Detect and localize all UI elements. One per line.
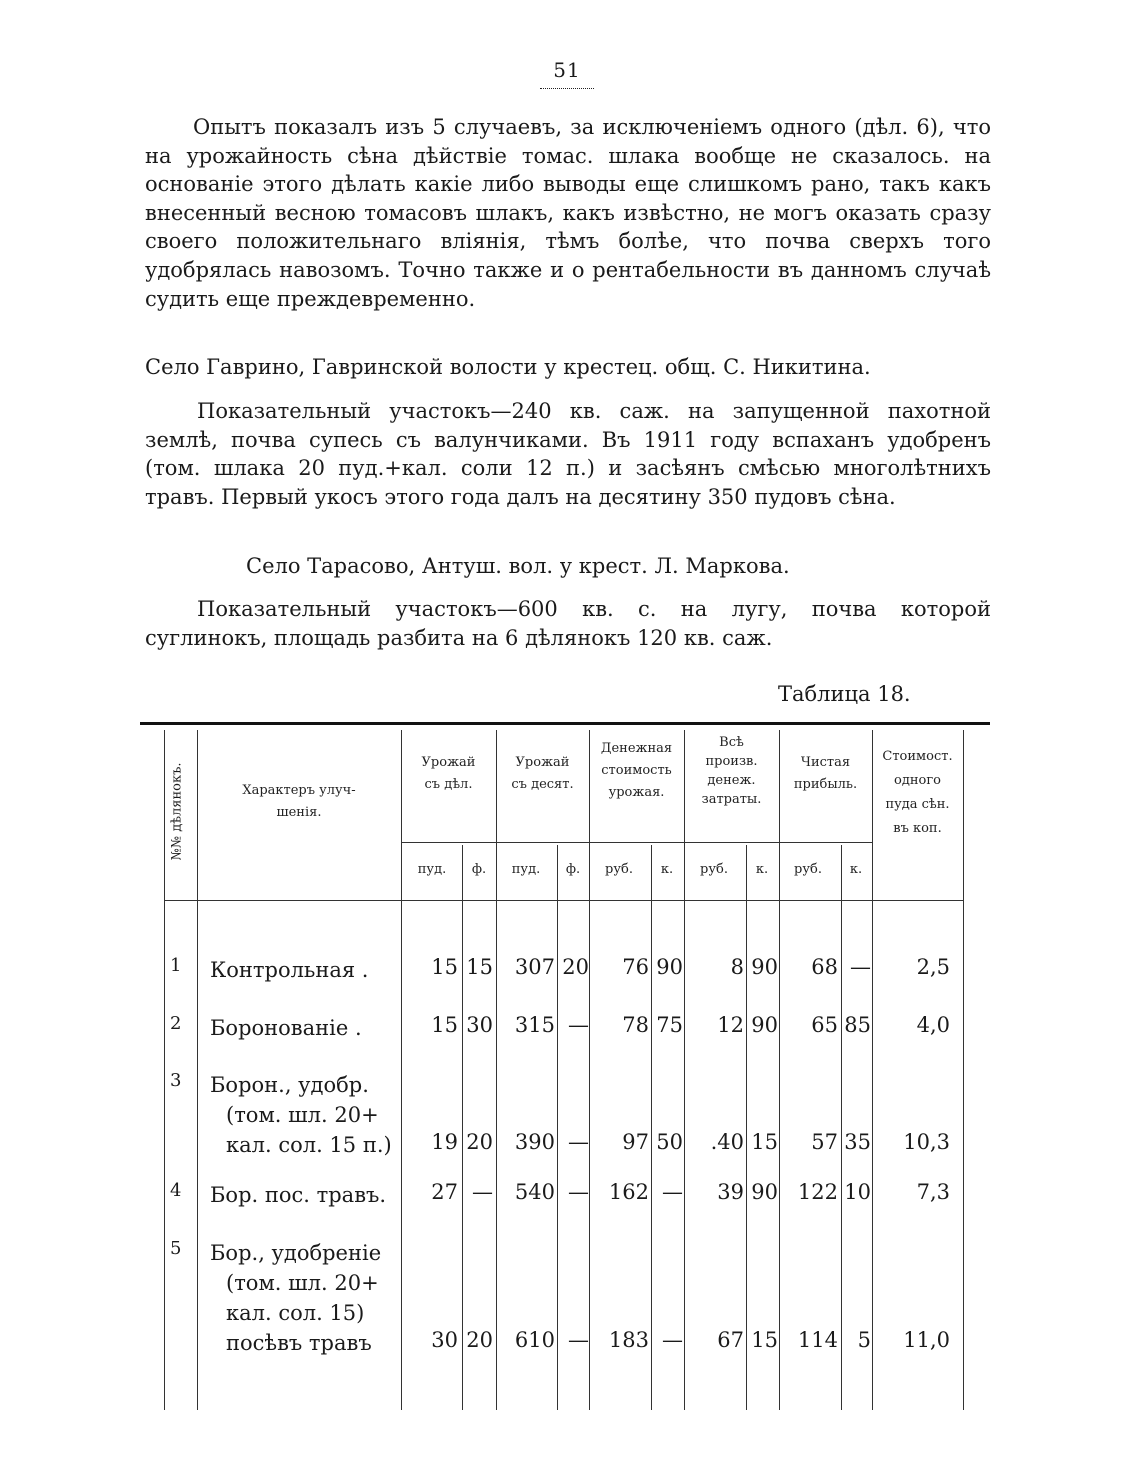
cell-y2p: 610 bbox=[514, 1328, 555, 1352]
row-number: 3 bbox=[170, 1070, 182, 1091]
table-col-line bbox=[746, 845, 747, 1410]
cell-y2f: — bbox=[568, 1328, 589, 1352]
page-number-rule bbox=[540, 88, 594, 89]
row-description-line: Бор., удобреніе bbox=[210, 1241, 382, 1265]
cell-c-k: 15 bbox=[751, 1130, 778, 1154]
cell-m-r: 162 bbox=[608, 1180, 649, 1204]
table-col-line bbox=[841, 845, 842, 1410]
cell-p-k: 85 bbox=[844, 1013, 871, 1037]
heading-tarasovo: Село Тарасово, Антуш. вол. у крест. Л. Маркова. bbox=[246, 554, 790, 578]
table-col-line bbox=[401, 730, 402, 1410]
row-number: 1 bbox=[170, 955, 182, 976]
header-cost-per-pud: Стоимост. одного пуда сѣн. въ коп. bbox=[882, 749, 953, 836]
table-caption: Таблица 18. bbox=[778, 682, 911, 706]
table-col-line bbox=[496, 730, 497, 1410]
table-subheader-rule bbox=[401, 842, 872, 843]
cell-y2f: — bbox=[568, 1180, 589, 1204]
cell-p-k: 5 bbox=[857, 1328, 871, 1352]
cell-y1p: 19 bbox=[431, 1130, 458, 1154]
table-col-line bbox=[684, 730, 685, 1410]
cell-y2f: — bbox=[568, 1130, 589, 1154]
unit-rub: руб. bbox=[700, 862, 728, 877]
table-header-rule bbox=[164, 900, 964, 901]
cell-y1f: — bbox=[472, 1180, 493, 1204]
row-number: 2 bbox=[170, 1013, 182, 1034]
cell-m-k: 75 bbox=[656, 1013, 683, 1037]
cell-c-k: 90 bbox=[751, 1013, 778, 1037]
header-plot-number: №№ дѣлянокъ. bbox=[169, 761, 185, 861]
table-col-line bbox=[589, 730, 590, 1410]
cell-y1f: 15 bbox=[466, 955, 493, 979]
unit-pud: пуд. bbox=[511, 862, 541, 877]
cell-c-r: .40 bbox=[710, 1130, 744, 1154]
cell-y1f: 20 bbox=[466, 1328, 493, 1352]
cell-m-r: 76 bbox=[622, 955, 649, 979]
paragraph-3: Показательный участокъ—600 кв. с. на лугу, почва которой суглинокъ, площадь разбита на 6 дѣлянокъ 120 кв. саж. bbox=[145, 597, 991, 650]
cell-y1p: 27 bbox=[431, 1180, 458, 1204]
cell-y2p: 315 bbox=[514, 1013, 555, 1037]
row-description-line: кал. сол. 15 п.) bbox=[226, 1133, 392, 1157]
table-col-line bbox=[462, 845, 463, 1410]
header-costs: Всѣ произв. денеж. затраты. bbox=[701, 735, 762, 807]
paragraph-2: Показательный участокъ—240 кв. саж. на запущенной пахотной землѣ, почва супесь съ валунчиками. Въ 1911 году вспаханъ удобренъ (том. шлака 20 пуд.+кал. соли 12 п.) и засѣянъ смѣсью многолѣтнихъ травъ. Первый укосъ этого года далъ на десятину 350 пудовъ сѣна. bbox=[145, 399, 991, 509]
row-description-line: Борон., удобр. bbox=[210, 1073, 369, 1097]
cell-p-k: 35 bbox=[844, 1130, 871, 1154]
header-money-value: Денежная стоимость урожая. bbox=[600, 741, 673, 800]
cell-cp: 7,3 bbox=[916, 1180, 950, 1204]
cell-m-k: 90 bbox=[656, 955, 683, 979]
cell-cp: 11,0 bbox=[903, 1328, 950, 1352]
cell-m-k: 50 bbox=[656, 1130, 683, 1154]
row-description bbox=[210, 1238, 400, 1358]
unit-kop: к. bbox=[660, 862, 674, 877]
heading-gavrino: Село Гаврино, Гавринской волости у крестец. общ. С. Никитина. bbox=[145, 355, 871, 379]
header-yield-desyatina: Урожай съ десят. bbox=[511, 755, 574, 792]
unit-kop: к. bbox=[849, 862, 863, 877]
table-top-rule bbox=[140, 722, 990, 725]
row-number: 5 bbox=[170, 1238, 182, 1259]
cell-m-r: 97 bbox=[622, 1130, 649, 1154]
cell-m-k: — bbox=[662, 1180, 683, 1204]
cell-y1f: 30 bbox=[466, 1013, 493, 1037]
unit-rub: руб. bbox=[605, 862, 633, 877]
unit-pud: пуд. bbox=[417, 862, 447, 877]
cell-cp: 10,3 bbox=[903, 1130, 950, 1154]
cell-p-r: 57 bbox=[811, 1130, 838, 1154]
cell-p-k: — bbox=[850, 955, 871, 979]
row-description-line: Боронованіе . bbox=[210, 1016, 362, 1040]
row-description-line: (том. шл. 20+ bbox=[226, 1271, 379, 1295]
cell-m-k: — bbox=[662, 1328, 683, 1352]
table-col-line bbox=[197, 730, 198, 1410]
table-col-line bbox=[557, 845, 558, 1410]
row-description bbox=[210, 1070, 400, 1160]
unit-kop: к. bbox=[755, 862, 769, 877]
row-description-line: Контрольная . bbox=[210, 958, 369, 982]
row-description-line: Бор. пос. травъ. bbox=[210, 1183, 387, 1207]
unit-funt: ф. bbox=[565, 862, 581, 877]
row-description-line: кал. сол. 15) bbox=[226, 1301, 365, 1325]
header-character: Характеръ улуч- шенія. bbox=[242, 783, 356, 820]
row-description-line: (том. шл. 20+ bbox=[226, 1103, 379, 1127]
table-col-line bbox=[164, 730, 165, 1410]
row-description bbox=[210, 1180, 400, 1210]
cell-y2f: — bbox=[568, 1013, 589, 1037]
cell-c-k: 90 bbox=[751, 1180, 778, 1204]
table-col-line bbox=[651, 845, 652, 1410]
cell-m-r: 78 bbox=[622, 1013, 649, 1037]
paragraph-1: Опытъ показалъ изъ 5 случаевъ, за исключеніемъ одного (дѣл. 6), что на урожайность сѣна дѣйствіе томас. шлака вообще не сказалось. на основаніе этого дѣлать какіе либо выводы еще слишкомъ рано, такъ какъ внесенный весною томасовъ шлакъ, какъ извѣстно, не могъ оказать сразу своего положительнаго вліянія, тѣмъ болѣе, что почва сверхъ того удобрялась навозомъ. Точно также и о рентабельности въ данномъ случаѣ судить еще преждевременно. bbox=[145, 115, 991, 311]
cell-y2p: 390 bbox=[514, 1130, 555, 1154]
cell-y2p: 307 bbox=[514, 955, 555, 979]
cell-c-r: 12 bbox=[717, 1013, 744, 1037]
row-description bbox=[210, 1013, 400, 1043]
cell-p-k: 10 bbox=[844, 1180, 871, 1204]
cell-m-r: 183 bbox=[608, 1328, 649, 1352]
row-description-line: посѣвъ травъ bbox=[226, 1331, 372, 1355]
cell-cp: 4,0 bbox=[916, 1013, 950, 1037]
page-number: 51 bbox=[553, 58, 581, 82]
row-number: 4 bbox=[170, 1180, 182, 1201]
cell-y1p: 15 bbox=[431, 1013, 458, 1037]
cell-y1p: 15 bbox=[431, 955, 458, 979]
table-col-line bbox=[963, 730, 964, 1410]
cell-c-k: 15 bbox=[751, 1328, 778, 1352]
cell-c-r: 67 bbox=[717, 1328, 744, 1352]
cell-c-k: 90 bbox=[751, 955, 778, 979]
cell-c-r: 39 bbox=[717, 1180, 744, 1204]
cell-y2f: 20 bbox=[562, 955, 589, 979]
header-yield-plot: Урожай съ дѣл. bbox=[421, 755, 476, 792]
cell-p-r: 122 bbox=[797, 1180, 838, 1204]
unit-rub: руб. bbox=[794, 862, 822, 877]
unit-funt: ф. bbox=[471, 862, 487, 877]
cell-y2p: 540 bbox=[514, 1180, 555, 1204]
cell-y1f: 20 bbox=[466, 1130, 493, 1154]
cell-p-r: 68 bbox=[811, 955, 838, 979]
cell-p-r: 65 bbox=[811, 1013, 838, 1037]
row-description bbox=[210, 955, 400, 985]
cell-y1p: 30 bbox=[431, 1328, 458, 1352]
table-col-line bbox=[779, 730, 780, 1410]
header-net-profit: Чистая прибыль. bbox=[793, 755, 858, 792]
cell-c-r: 8 bbox=[730, 955, 744, 979]
cell-cp: 2,5 bbox=[916, 955, 950, 979]
cell-p-r: 114 bbox=[797, 1328, 838, 1352]
